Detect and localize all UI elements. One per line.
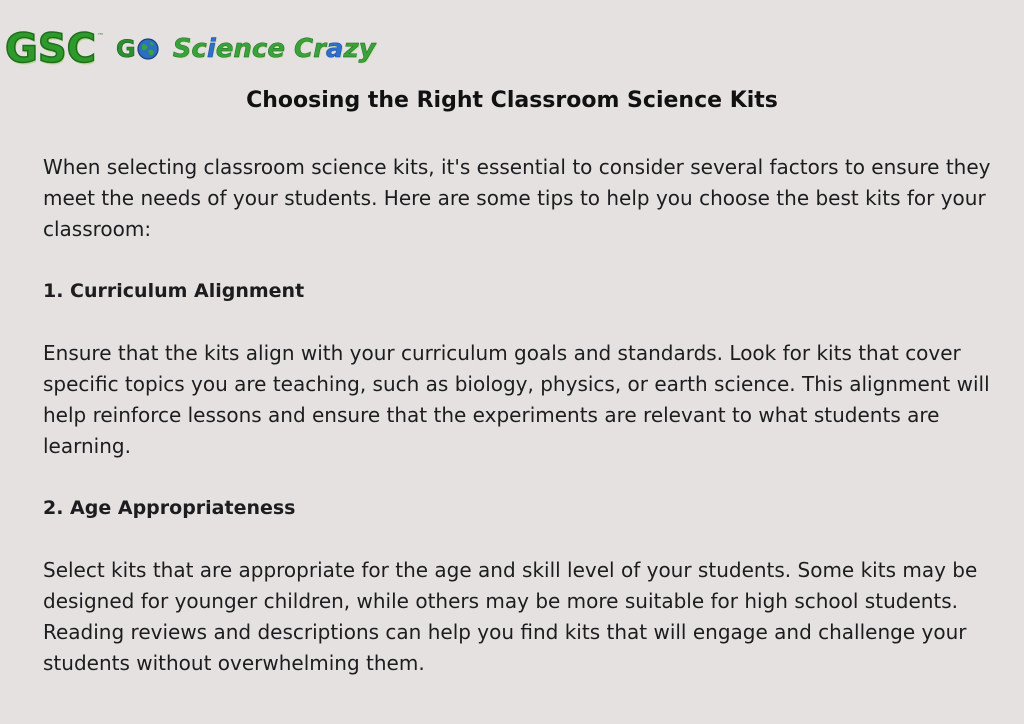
section-heading-age: 2. Age Appropriateness [43,497,296,519]
intro-paragraph: When selecting classroom science kits, it's essential to consider several factors to ensure they meet the needs of your students. Here are some tips to help you choose the best kits for your classroom: [43,155,991,241]
logo-name-part-4: a [325,34,344,64]
logo-gsc-text: GSC [5,26,96,72]
logo-name-part-3: ence Cr [215,34,326,64]
site-logo[interactable] [5,26,376,72]
logo-name-text [173,36,376,62]
section-body-curriculum: Ensure that the kits align with your curriculum goals and standards. Look for kits that cover specific topics you are teaching, such as biology, physics, or earth science. This alignment will help reinforce lessons and ensure that the experiments are relevant to what students are learning. [43,341,990,458]
logo-name-part-5: zy [343,34,376,64]
logo-go-text [116,37,159,61]
logo-trademark: ™ [97,32,104,40]
logo-name-part-2: i [206,34,216,64]
logo-g-letter: G [116,35,136,63]
section-heading-curriculum: 1. Curriculum Alignment [43,280,305,302]
page-title: Choosing the Right Classroom Science Kits [246,88,778,113]
globe-icon [137,38,159,60]
section-body-age: Select kits that are appropriate for the age and skill level of your students. Some kits may be designed for younger children, while others may be more suitable for high school students. Reading reviews and descriptions can help you find kits that will engage and challenge your students without overwhelming them. [43,558,978,675]
logo-name-part-1: Sc [172,34,207,64]
article-body [43,152,1003,679]
